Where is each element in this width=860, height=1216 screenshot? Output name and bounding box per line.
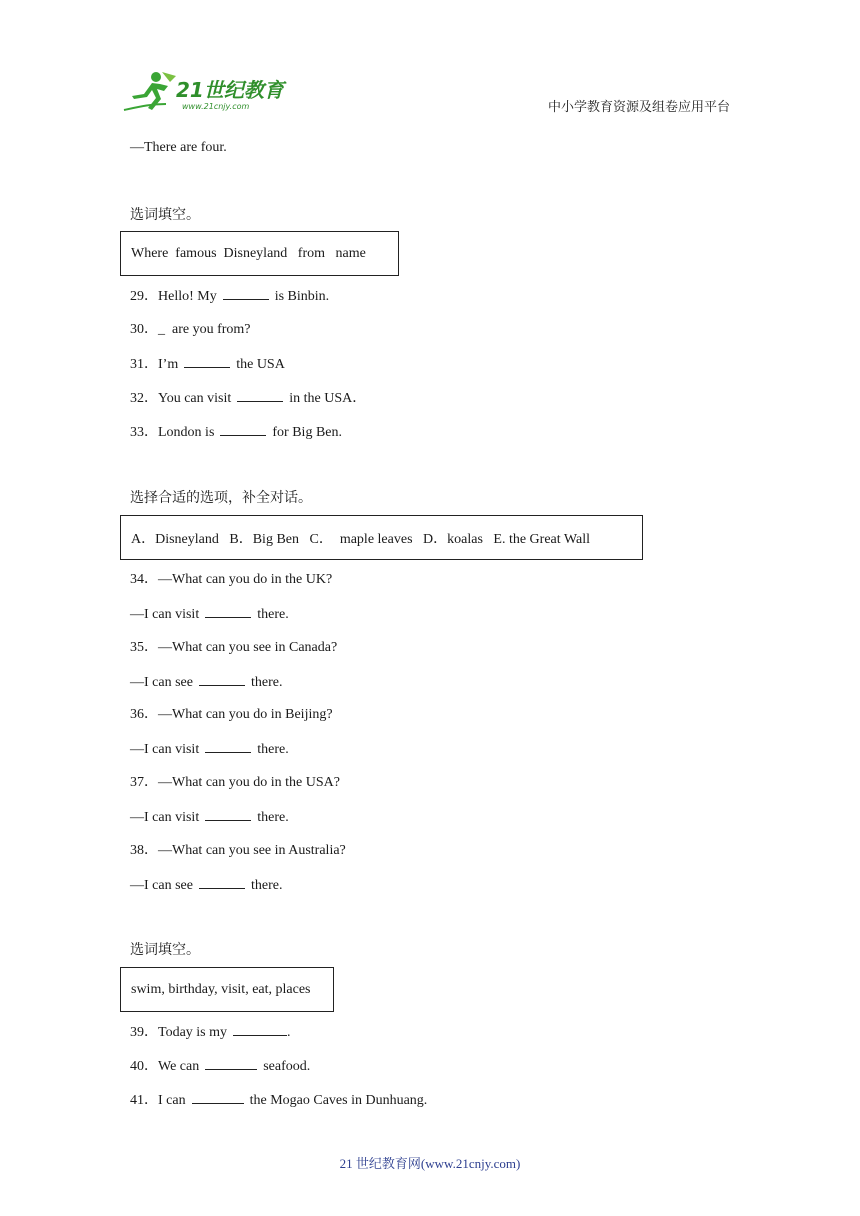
question-38: 38．—What can you see in Australia?: [130, 843, 346, 858]
answer-34: —I can visit there.: [130, 607, 289, 622]
answer-37: —I can visit there.: [130, 810, 289, 825]
question-35: 35．—What can you see in Canada?: [130, 640, 338, 655]
answer-blank[interactable]: [199, 876, 245, 889]
section2-option-box: [120, 515, 643, 560]
site-logo: [122, 70, 292, 114]
answer-blank[interactable]: [192, 1091, 244, 1104]
section3-word-box-text: swim, birthday, visit, eat, places: [131, 981, 311, 997]
section3-word-box: [120, 967, 334, 1012]
section2-title: 选择合适的选项，补全对话。: [130, 490, 312, 506]
answer-35: —I can see there.: [130, 675, 283, 690]
logo-url: www.21cnjy.com: [182, 102, 250, 111]
page-footer: 21 世纪教育网(www.21cnjy.com): [339, 1156, 521, 1171]
answer-blank[interactable]: [205, 1057, 257, 1070]
question-31: 31．I’m the USA: [130, 357, 285, 372]
section2-option-box-text: A．Disneyland B．Big Ben C． maple leaves D．koalas E. the Great Wall: [131, 531, 590, 547]
section1-title: 选词填空。: [130, 207, 200, 223]
answer-blank[interactable]: [223, 287, 269, 300]
section1-word-box: [120, 231, 399, 276]
question-36: 36．—What can you do in Beijing?: [130, 707, 333, 722]
answer-blank[interactable]: [237, 389, 283, 402]
answer-blank[interactable]: [199, 673, 245, 686]
answer-38: —I can see there.: [130, 878, 283, 893]
runner-logo-icon: [122, 70, 292, 114]
answer-blank[interactable]: [205, 740, 251, 753]
question-33: 33．London is for Big Ben.: [130, 425, 342, 440]
header-platform-text: 中小学教育资源及组卷应用平台: [547, 100, 730, 115]
question-41: 41．I can the Mogao Caves in Dunhuang.: [130, 1093, 428, 1108]
question-34: 34．—What can you do in the UK?: [130, 572, 333, 587]
question-32: 32．You can visit in the USA．: [130, 391, 367, 406]
section1-word-box-text: Where famous Disneyland from name: [131, 245, 366, 261]
answer-blank[interactable]: [220, 423, 266, 436]
logo-text: 21世纪教育: [176, 78, 284, 102]
answer-36: —I can visit there.: [130, 742, 289, 757]
question-39: 39．Today is my .: [130, 1025, 291, 1040]
section3-title: 选词填空。: [130, 942, 200, 958]
question-29: 29．Hello! My is Binbin.: [130, 289, 330, 304]
question-30: 30．_ are you from?: [130, 322, 251, 337]
question-37: 37．—What can you do in the USA?: [130, 775, 340, 790]
answer-blank[interactable]: [233, 1023, 287, 1036]
answer-blank[interactable]: [205, 808, 251, 821]
question-40: 40．We can seafood.: [130, 1059, 311, 1074]
answer-blank[interactable]: [205, 605, 251, 618]
top-answer-line: —There are four.: [130, 140, 227, 155]
answer-blank[interactable]: [184, 355, 230, 368]
